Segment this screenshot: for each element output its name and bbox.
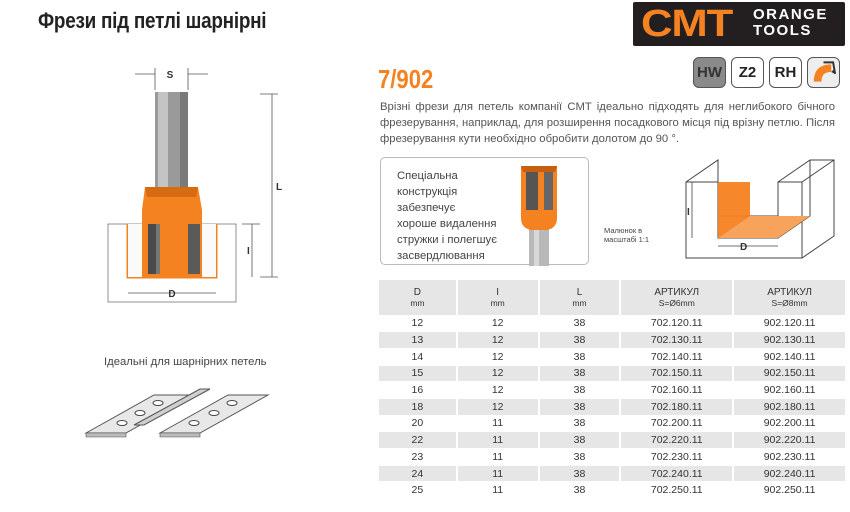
dimension-s-label: S: [166, 70, 174, 81]
product-code: 7/902: [378, 64, 434, 94]
table-row: 14 12 38 702.140.11 902.140.11: [379, 348, 846, 365]
dimension-i-label: I: [247, 246, 250, 257]
feature-text: Спеціальна конструкція забезпечує хороше видалення стружки і полегшує засвердлювання: [397, 170, 497, 262]
groove-d-label: D: [740, 242, 748, 253]
badge-z2: Z2: [731, 57, 764, 88]
header-d: D mm: [379, 280, 457, 315]
table-row: 15 12 38 702.150.11 902.150.11: [379, 365, 846, 382]
router-bit-drawing: [100, 62, 290, 307]
hinge-image: [82, 385, 272, 445]
table-row: 12 12 38 702.120.11 902.120.11: [379, 315, 846, 332]
header-i: I mm: [457, 280, 539, 315]
rotation-icon: [807, 57, 840, 88]
table-row: 16 12 38 702.160.11 902.160.11: [379, 382, 846, 399]
logo-brand: CMT: [641, 3, 733, 45]
header-l: L mm: [539, 280, 621, 315]
scale-note: Малюнок в масштабі 1:1: [604, 226, 650, 244]
dimension-d-label: D: [168, 289, 176, 300]
table-row: 23 11 38 702.230.11 902.230.11: [379, 449, 846, 466]
table-row: 13 12 38 702.130.11 902.130.11: [379, 332, 846, 349]
badge-hw: HW: [693, 57, 726, 88]
header-article-8mm: АРТИКУЛ S=Ø8mm: [733, 280, 846, 315]
table-row: 20 11 38 702.200.11 902.200.11: [379, 415, 846, 432]
spec-badges: [693, 57, 840, 88]
spec-table: [379, 280, 847, 499]
groove-i-label: I: [687, 207, 690, 218]
cmt-logo: [633, 2, 845, 46]
table-row: 22 11 38 702.220.11 902.220.11: [379, 432, 846, 449]
table-row: 25 11 38 702.250.11 902.250.11: [379, 482, 846, 499]
hinge-caption: Ідеальні для шарнірних петель: [104, 356, 267, 368]
table-row: 24 11 38 702.240.11 902.240.11: [379, 465, 846, 482]
page-title: Фрези під петлі шарнірні: [38, 8, 267, 33]
logo-subtitle: ORANGE TOOLS: [753, 6, 828, 39]
table-header-row: [379, 280, 846, 315]
badge-rh: RH: [769, 57, 802, 88]
product-description: Врізні фрези для петель компанії CMT ідеально підходять для неглибокого бічного фрезерування, наприклад, для розширення посадкового місця під врізну петлю. Після фрезерування кути необхідно обробити долотом до 90 °.: [380, 101, 835, 145]
groove-profile-drawing: [678, 154, 838, 262]
table-row: 18 12 38 702.180.11 902.180.11: [379, 398, 846, 415]
header-article-6mm: АРТИКУЛ S=Ø6mm: [620, 280, 733, 315]
cutter-closeup-image: [499, 158, 589, 266]
dimension-l-label: L: [276, 182, 283, 193]
feature-box: [380, 157, 589, 265]
